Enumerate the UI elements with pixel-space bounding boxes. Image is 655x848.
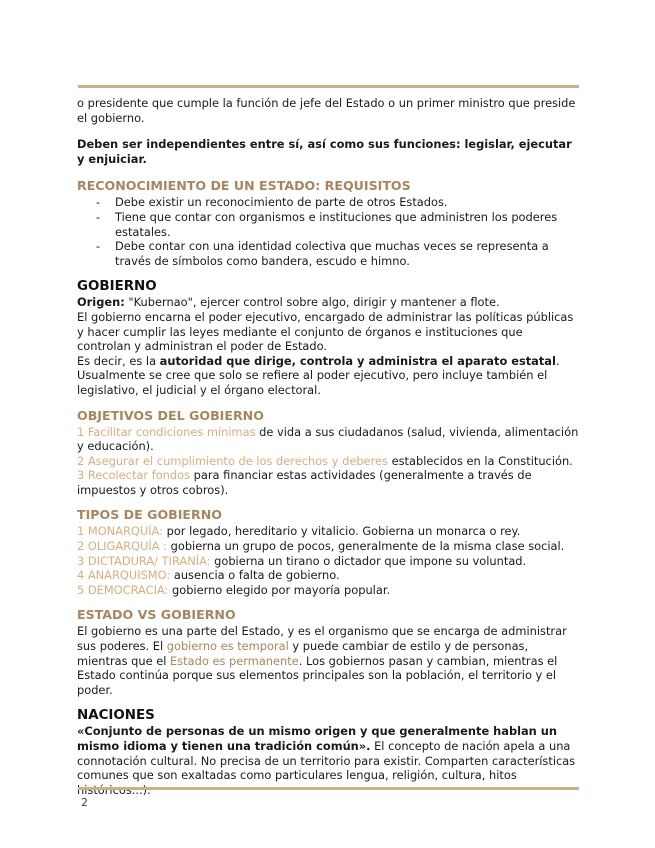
page-number: 2 xyxy=(81,796,88,809)
requisitos-list xyxy=(77,195,579,268)
tipo-item: 5 DEMOCRACIA: gobierno elegido por mayoría popular. xyxy=(77,582,391,597)
autoridad-bold: autoridad que dirige, controla y administra el aparato estatal xyxy=(159,353,556,368)
tipo-item: 4 ANARQUISMO: ausencia o falta de gobierno. xyxy=(77,568,340,583)
tipos-heading: TIPOS DE GOBIERNO xyxy=(77,507,222,523)
dash-bullet-icon: - xyxy=(96,239,101,254)
objetivo-item: 3 Recolectar fondos para financiar estas actividades (generalmente a través de impuestos y otros cobros). xyxy=(77,468,532,497)
gobierno-note: Usualmente se cree que solo se refiere al poder ejecutivo, pero incluye también el legislativo, el judicial y el órgano electoral. xyxy=(77,368,548,397)
estado-vs-gobierno-paragraph: El gobierno es una parte del Estado, y es el organismo que se encarga de administrar sus poderes. El gobierno es temporal y puede cambiar de estilo y de personas, mientras que el Estado es permanente. Los gobiernos pasan y cambian, mientras el Estado continúa porque sus elementos principales son la población, el territorio y el poder. xyxy=(77,624,567,697)
estado-permanente-highlight: Estado es permanente xyxy=(170,653,299,668)
objetivos-heading: OBJETIVOS DEL GOBIERNO xyxy=(77,407,264,423)
objetivo-item: 1 Facilitar condiciones mínimas de vida a sus ciudadanos (salud, vivienda, alimentación y educación). xyxy=(77,424,579,454)
gobierno-heading: GOBIERNO xyxy=(77,279,157,295)
dash-bullet-icon: - xyxy=(96,195,101,210)
list-item: - Debe existir un reconocimiento de parte de otros Estados. xyxy=(96,195,448,210)
list-item: - Debe contar con una identidad colectiva que muchas veces se representa a través de símbolos como bandera, escudo e himno. xyxy=(96,239,549,268)
origen-label: Origen: xyxy=(77,295,125,310)
dash-bullet-icon: - xyxy=(96,209,101,224)
tipo-item: 3 DICTADURA/ TIRANÍA: gobierna un tirano o dictador que impone su voluntad. xyxy=(77,553,527,568)
naciones-definition-bold: «Conjunto de personas de un mismo origen y que generalmente hablan un mismo idioma y tienen una tradición común». xyxy=(77,724,557,753)
reconocimiento-heading: RECONOCIMIENTO DE UN ESTADO: REQUISITOS xyxy=(77,178,411,194)
origen-text: "Kubernao", ejercer control sobre algo, dirigir y mantener a flote. xyxy=(124,295,500,310)
gobierno-definition: El gobierno encarna el poder ejecutivo, encargado de administrar las políticas públicas y hacer cumplir las leyes mediante el conjunto de órganos e instituciones que controlan y administran el poder de Estado. xyxy=(77,309,574,354)
gobierno-temporal-highlight: gobierno es temporal xyxy=(166,639,289,654)
naciones-paragraph: «Conjunto de personas de un mismo origen y que generalmente hablan un mismo idioma y tienen una tradición común». El concepto de nación apela a una connotación cultural. No precisa de un territorio para existir. Comparten características comunes que son exaltadas como particulares lengua, religión, cultura, hitos xyxy=(77,724,576,783)
naciones-heading: NACIONES xyxy=(77,708,155,724)
top-rule xyxy=(78,85,579,88)
independence-statement: Deben ser independientes entre sí, así como sus funciones: legislar, ejecutar y enjuiciar. xyxy=(77,137,572,166)
intro-paragraph: o presidente que cumple la función de jefe del Estado o un primer ministro que preside el gobierno. xyxy=(77,96,576,125)
gobierno-summary: Es decir, es la autoridad que dirige, controla y administra el aparato estatal. xyxy=(77,353,560,368)
objetivo-item: 2 Asegurar el cumplimiento de los derechos y deberes establecidos en la Constitución. xyxy=(77,453,573,468)
estado-vs-gobierno-heading: ESTADO VS GOBIERNO xyxy=(77,607,236,623)
tipo-item: 2 OLIGARQUÍA : gobierna un grupo de pocos, generalmente de la misma clase social. xyxy=(77,539,565,554)
origen-line xyxy=(77,295,579,310)
list-item: - Tiene que contar con organismos e instituciones que administren los poderes estatales. xyxy=(96,209,558,239)
tipo-item: 1 MONARQUÍA: por legado, hereditario y vitalicio. Gobierna un monarca o rey. xyxy=(77,524,521,539)
page-content xyxy=(77,96,579,797)
bottom-rule xyxy=(78,787,579,790)
